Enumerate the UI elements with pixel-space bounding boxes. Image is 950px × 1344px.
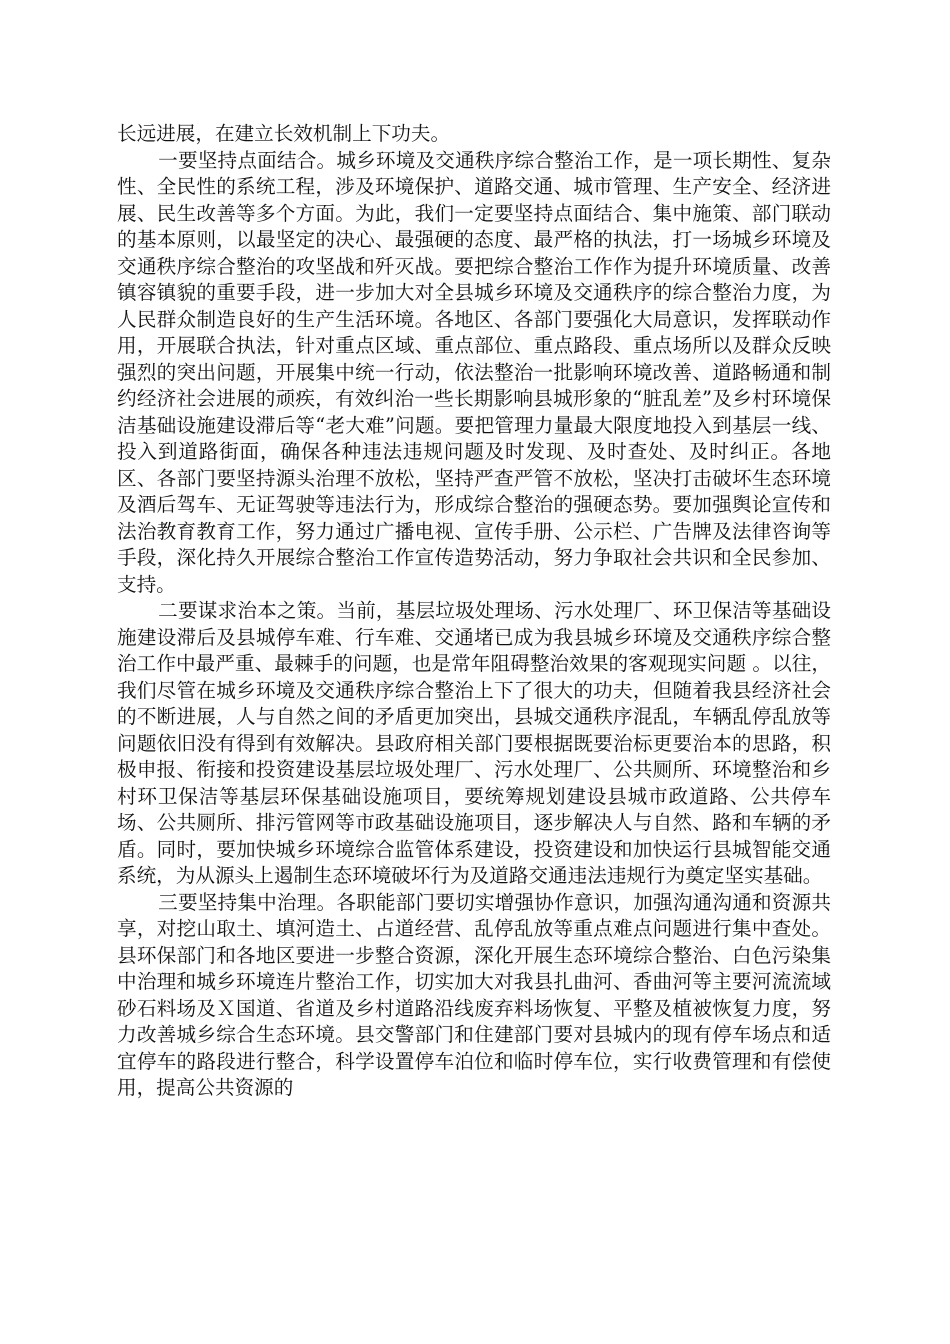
paragraph-point-two: 二要谋求治本之策。当前，基层垃圾处理场、污水处理厂、环卫保洁等基础设施建设滞后及县城停车难、行车难、交通堵已成为我县城乡环境及交通秩序综合整治工作中最严重、最棘手的问题，也是常年阻碍整治效果的客观现实问题 。以往，我们尽管在城乡环境及交通秩序综合整治上下了很大的功夫，但随着我县经济社会的不断进展，人与自然之间的矛盾更加突出，县城交通秩序混乱，车辆乱停乱放等问题依旧没有得到有效解决。县政府相关部门要根据既要治标更要治本的思路，积极申报、衔接和投资建设基层垃圾处理厂、污水处理厂、公共厕所、环境整治和乡村环卫保洁等基层环保基础设施项目，要统筹规划建设县城市政道路、公共停车场、公共厕所、排污管网等市政基础设施项目，逐步解决人与自然、路和车辆的矛盾。同时，要加快城乡环境综合监管体系建设，投资建设和加快运行县城智能交通系统，为从源头上遏制生态环境破坏行为及道路交通违法违规行为奠定坚实基础。 [117,599,831,887]
paragraph-point-three: 三要坚持集中治理。各职能部门要切实增强协作意识，加强沟通沟通和资源共享，对挖山取土、填河造土、占道经营、乱停乱放等重点难点问题进行集中查处。县环保部门和各地区要进一步整合资源，深化开展生态环境综合整治、白色污染集中治理和城乡环境连片整治工作，切实加大对我县扎曲河、香曲河等主要河流流域砂石料场及Ｘ国道、省道及乡村道路沿线废弃料场恢复、平整及植被恢复力度，努力改善城乡综合生态环境。县交警部门和住建部门要对县城内的现有停车场点和适宜停车的路段进行整合，科学设置停车泊位和临时停车位，实行收费管理和有偿使用，提高公共资源的 [117,890,831,1099]
paragraph-continuation: 长远进展，在建立长效机制上下功夫。 [117,122,451,145]
document-body [117,121,831,1102]
paragraph-point-one: 一要坚持点面结合。城乡环境及交通秩序综合整治工作，是一项长期性、复杂性、全民性的系统工程，涉及环境保护、道路交通、城市管理、生产安全、经济进展、民生改善等多个方面。为此，我们一定要坚持点面结合、集中施策、部门联动的基本原则，以最坚定的决心、最强硬的态度、最严格的执法，打一场城乡环境及交通秩序综合整治的攻坚战和歼灭战。要把综合整治工作作为提升环境质量、改善镇容镇貌的重要手段，进一步加大对全县城乡环境及交通秩序的综合整治力度，为人民群众制造良好的生产生活环境。各地区、各部门要强化大局意识，发挥联动作用，开展联合执法，针对重点区域、重点部位、重点路段、重点场所以及群众反映强烈的突出问题，开展集中统一行动，依法整治一批影响环境改善、道路畅通和制约经济社会进展的顽疾，有效纠治一些长期影响县城形象的“脏乱差”及乡村环境保洁基础设施建设滞后等“老大难”问题。要把管理力量最大限度地投入到基层一线、投入到道路街面，确保各种违法违规问题及时发现、及时查处、及时纠正。各地区、各部门要坚持源头治理不放松，坚持严查严管不放松，坚决打击破坏生态环境及酒后驾车、无证驾驶等违法行为，形成综合整治的强硬态势。要加强舆论宣传和法治教育教育工作，努力通过广播电视、宣传手册、公示栏、广告牌及法律咨询等手段，深化持久开展综合整治工作宣传造势活动，努力争取社会共识和全民参加、支持。 [117,148,831,596]
